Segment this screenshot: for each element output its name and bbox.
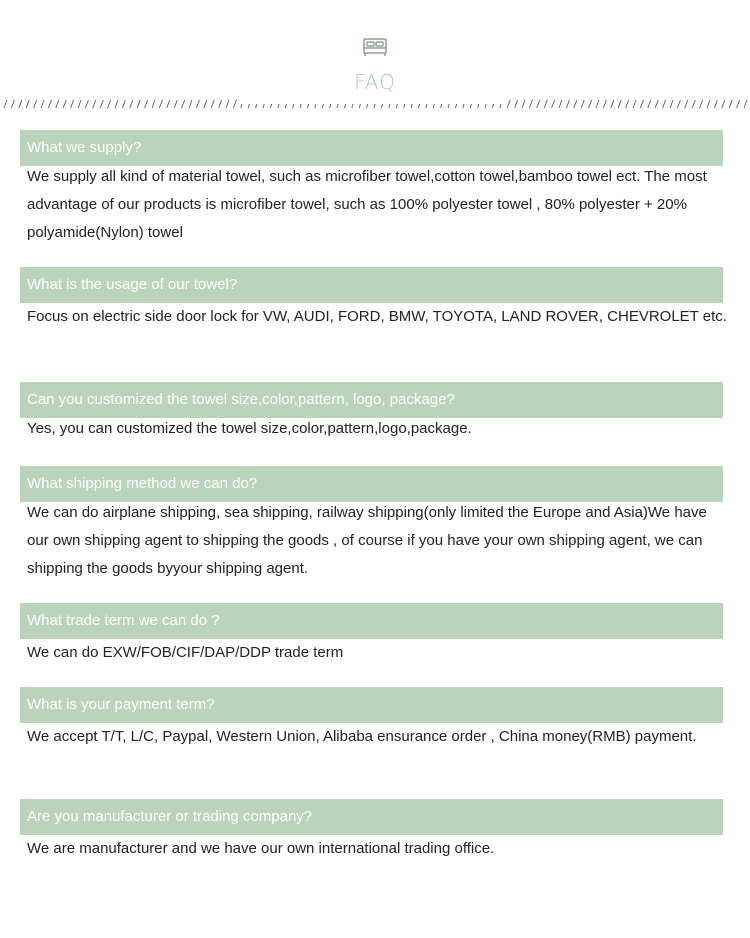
bed-icon [362,37,388,57]
question-text: What is your payment term? [27,696,215,713]
question-text: What is the usage of our towel? [27,276,238,293]
answer-text: We can do EXW/FOB/CIF/DAP/DDP trade term [27,644,344,661]
question-text: Are you manufacturer or trading company? [27,808,313,825]
answer-text: Yes, you can customized the towel size,color,pattern,logo,package. [27,420,472,437]
answer-text: Focus on electric side door lock for VW, AUDI, FORD, BMW, TOYOTA, LAND ROVER, CHEVROLET etc. [27,308,727,325]
answer-text: We can do airplane shipping, sea shipping, railway shipping(only limited the Europe and Asia)We have our own shipping agent to shipping the goods , of course if you have your own shipping agent, we can shipping the goods byyour shipping agent. [27,504,707,577]
question-text: What trade term we can do ? [27,612,220,629]
question-bar [20,130,723,166]
question-bar [20,603,723,639]
question-text: What we supply? [27,139,142,156]
slash-divider [0,97,750,111]
answer-text: We supply all kind of material towel, such as microfiber towel,cotton towel,bamboo towel ect. The most advantage of our products is microfiber towel, such as 100% polyester towel , 80% polyester + 20% polyamide(Nylon) towel [27,168,707,241]
answer-text: We are manufacturer and we have our own international trading office. [27,840,495,857]
question-bar [20,799,723,835]
question-bar [20,466,723,502]
question-bar [20,382,723,418]
page-title: FAQ [354,70,396,94]
answer-text: We accept T/T, L/C, Paypal, Western Union, Alibaba ensurance order , China money(RMB) payment. [27,728,697,745]
question-bar [20,267,723,303]
question-text: Can you customized the towel size,color,pattern, logo, package? [27,391,455,408]
question-text: What shipping method we can do? [27,475,258,492]
question-bar [20,687,723,723]
